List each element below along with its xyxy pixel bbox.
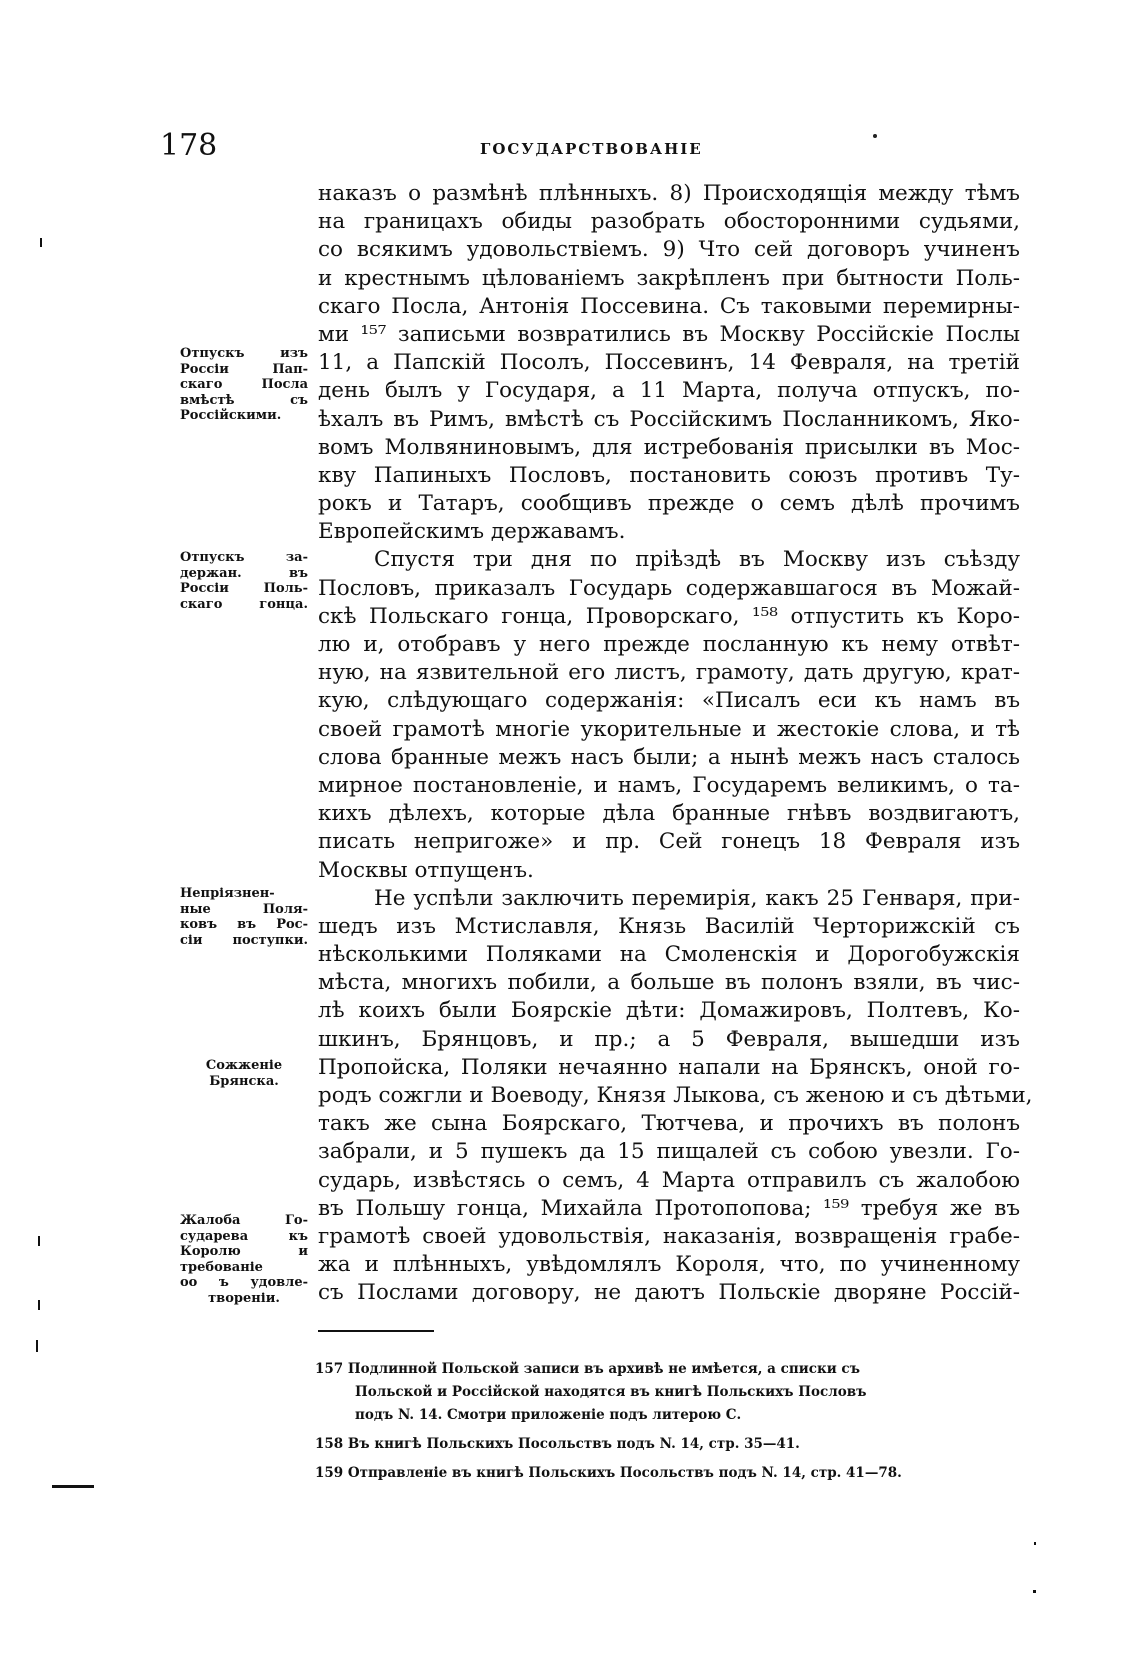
footnote: [315, 1433, 1020, 1456]
margin-note-tsar-complaint: [180, 1213, 308, 1306]
page-header: [160, 128, 990, 168]
footnote-line: подъ N. 14. Смотри приложеніе подъ литерою С.: [355, 1407, 742, 1423]
text-line: скаго Посла, Антонія Поссевина. Съ таковыми перемирны-: [318, 293, 1020, 319]
margin-note-bryansk-burning: [180, 1058, 308, 1089]
scan-edge-mark: [40, 238, 42, 247]
scan-edge-mark: [36, 1340, 38, 1352]
text-line: родъ сожгли и Воеводу, Князя Лыкова, съ женою и съ дѣтьми,: [318, 1083, 1033, 1108]
paragraph-2: [318, 546, 1020, 884]
text-line: на границахъ обиды разобрать обосторонними судьями,: [318, 209, 1020, 235]
margin-note-line: вмѣстѣ съ: [180, 392, 308, 408]
text-line: шедъ изъ Мстиславля, Князь Василій Черторижскій съ: [318, 913, 1020, 939]
margin-note-line: оо ъ удовле-: [180, 1275, 308, 1290]
text-line: сударь, извѣстясь о семъ, 4 Марта отправилъ съ жалобою: [318, 1167, 1020, 1193]
text-line: мирное постановленіе, и намъ, Государемъ великимъ, о та-: [318, 772, 1020, 798]
text-line: скѣ Польскаго гонца, Проворскаго, ¹⁵⁸ отпустить къ Коро-: [318, 603, 1020, 629]
footnote-number: 158: [315, 1436, 344, 1452]
text-line: и крестнымъ цѣлованіемъ закрѣпленъ при бытности Поль-: [318, 265, 1020, 291]
text-line: ную, на язвительной его листъ, грамоту, дать другую, крат-: [318, 660, 1020, 686]
text-line: своей грамотѣ многіе укорительные и жестокіе слова, и тѣ: [318, 716, 1020, 742]
margin-note-line: держан. въ: [180, 565, 308, 581]
scan-edge-mark: [1033, 1590, 1036, 1593]
margin-note-papal-envoy: [180, 346, 308, 424]
margin-note-line: Россіи Поль-: [180, 581, 308, 596]
footnote-line: Польской и Россійской находятся въ книгѣ Польскихъ Пословъ: [355, 1384, 867, 1400]
text-line: лѣ коихъ были Боярскіе дѣти: Домажировъ, Полтевъ, Ко-: [318, 998, 1020, 1024]
margin-note-line: Россійскими.: [180, 408, 282, 423]
footnotes: [315, 1358, 1020, 1491]
text-line: Не успѣли заключить перемирія, какъ 25 Генваря, при-: [374, 885, 1020, 911]
margin-note-line: ные Поля-: [180, 901, 308, 917]
margin-note-line: сіи поступки.: [180, 932, 308, 948]
text-line: кву Папиныхъ Пословъ, постановить союзъ противъ Ту-: [318, 462, 1020, 488]
scan-edge-mark: [38, 1300, 40, 1310]
footnote-line: [315, 1433, 1020, 1456]
text-line: шкинъ, Брянцовъ, и пр.; а 5 Февраля, вышедши изъ: [318, 1026, 1020, 1052]
text-line: кую, слѣдующаго содержанія: «Писалъ еси къ намъ въ: [318, 688, 1020, 714]
margin-note-line: Жалоба Го-: [180, 1213, 308, 1228]
text-line: въ Польшу гонца, Михайла Протопопова; ¹⁵⁹ требуя же въ: [318, 1195, 1020, 1221]
footnote: [315, 1358, 1020, 1427]
margin-note-line: скаго Посла: [180, 377, 308, 392]
paragraph-3: [318, 885, 1033, 1308]
footnote-text: Отправленіе въ книгѣ Польскихъ Посольствъ подъ N. 14, стр. 41—78.: [347, 1465, 902, 1481]
margin-note-polish-courier: [180, 550, 308, 612]
text-line: мѣста, многихъ побили, а больше въ полонъ взяли, въ чис-: [318, 970, 1020, 996]
paragraph-1: [318, 180, 1020, 546]
text-line: вомъ Молвяниновымъ, для истребованія присылки въ Мос-: [318, 434, 1020, 460]
scan-edge-mark: [1034, 1542, 1036, 1545]
text-line: кихъ дѣлехъ, которые дѣла бранные гнѣвъ воздвигаютъ,: [318, 801, 1020, 827]
footnote: [315, 1462, 1020, 1485]
main-text: [318, 180, 1033, 1308]
text-line: забрали, и 5 пушекъ да 15 пищалей съ собою увезли. Го-: [318, 1139, 1020, 1165]
margin-note-line: Отпускъ изъ: [180, 346, 308, 361]
text-line: грамотѣ своей удовольствія, наказанія, возвращенія грабе-: [318, 1223, 1020, 1249]
scan-edge-mark: [52, 1485, 94, 1488]
footnote-number: 159: [315, 1465, 344, 1481]
footnote-text: Подлинной Польской записи въ архивѣ не имѣется, а списки съ: [347, 1361, 860, 1377]
footnote-separator: [318, 1330, 434, 1332]
margin-note-line: твореніи.: [208, 1290, 280, 1306]
margin-note-line: ковъ въ Рос-: [180, 917, 308, 932]
page-number: 178: [160, 128, 218, 163]
footnote-number: 157: [315, 1361, 344, 1377]
text-line: Пословъ, приказалъ Государь содержавшагося въ Можай-: [318, 575, 1020, 601]
text-line: наказъ о размѣнѣ плѣнныхъ. 8) Происходящія между тѣмъ: [318, 181, 1020, 206]
text-line: писать непригоже» и пр. Сей гонецъ 18 Февраля изъ: [318, 829, 1020, 855]
margin-note-line: сударева къ: [180, 1228, 308, 1244]
margin-note-hostile-acts: [180, 886, 308, 948]
text-line: Спустя три дня по пріѣздѣ въ Москву изъ съѣзду: [374, 547, 1020, 573]
footnote-line: [315, 1358, 1020, 1381]
text-line: Европейскимъ державамъ.: [318, 519, 626, 545]
margin-note-line: Отпускъ за-: [180, 550, 308, 565]
margin-note-line: Королю и: [180, 1244, 308, 1259]
text-line: слова бранные межъ насъ были; а нынѣ межъ насъ сталось: [318, 744, 1020, 770]
running-head: ГОСУДАРСТВОВАНІЕ: [480, 140, 703, 158]
text-line: лю и, отобравъ у него прежде посланную къ нему отвѣт-: [318, 632, 1020, 657]
text-line: съ Послами договору, не даютъ Польскіе дворяне Россій-: [318, 1280, 1020, 1306]
margin-note-line: Непріязнен-: [180, 886, 275, 901]
margin-note-line: Сожженіе: [205, 1058, 283, 1073]
text-line: жа и плѣнныхъ, увѣдомлялъ Короля, что, по учиненному: [318, 1252, 1020, 1278]
text-line: нѣсколькими Поляками на Смоленскія и Дорогобужскія: [318, 942, 1020, 968]
scan-edge-mark: [38, 1236, 40, 1246]
margin-note-line: Россіи Пап-: [180, 361, 308, 377]
text-line: 11, а Папскій Посолъ, Поссевинъ, 14 Февраля, на третій: [318, 350, 1020, 376]
text-line: такъ же сына Боярскаго, Тютчева, и прочихъ въ полонъ: [318, 1111, 1020, 1137]
text-line: ѣхалъ въ Римъ, вмѣстѣ съ Россійскимъ Посланникомъ, Яко-: [318, 406, 1020, 432]
margin-note-line: требованіе: [180, 1259, 263, 1275]
footnote-line: [315, 1462, 1020, 1485]
footnote-text: Въ книгѣ Польскихъ Посольствъ подъ N. 14, стр. 35—41.: [347, 1436, 800, 1452]
margin-note-line: Брянска.: [209, 1073, 279, 1089]
margin-note-line: скаго гонца.: [180, 596, 308, 612]
text-line: Пропойска, Поляки нечаянно напали на Брянскъ, оной го-: [318, 1054, 1020, 1080]
text-line: рокъ и Татаръ, сообщивъ прежде о семъ дѣлѣ прочимъ: [318, 491, 1020, 517]
text-line: Москвы отпущенъ.: [318, 857, 534, 883]
ink-speck: [873, 134, 877, 138]
text-line: со всякимъ удовольствіемъ. 9) Что сей договоръ учиненъ: [318, 237, 1020, 263]
text-line: день былъ у Государя, а 11 Марта, получа отпускъ, по-: [318, 378, 1020, 404]
text-line: ми ¹⁵⁷ записьми возвратились въ Москву Россійскіе Послы: [318, 321, 1020, 347]
